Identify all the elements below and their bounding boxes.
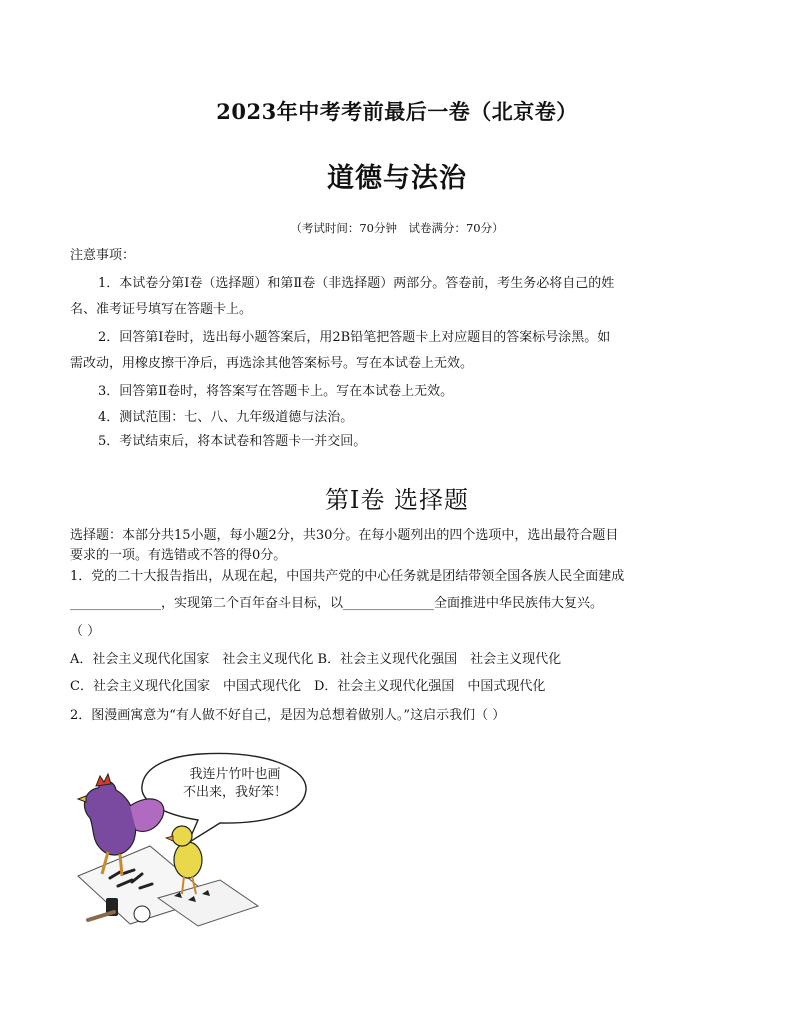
- cartoon-illustration: [70, 748, 330, 933]
- rooster-comb: [96, 774, 111, 786]
- question-2-stem: 2．图漫画寓意为“有人做不好自己，是因为总想着做别人。”这启示我们（ ）: [70, 708, 506, 723]
- note-item: 4．测试范围：七、八、九年级道德与法治。: [98, 410, 354, 425]
- section-instructions: 要求的一项。有选错或不答的得0分。: [70, 548, 287, 563]
- note-item: 2．回答第Ⅰ卷时，选出每小题答案后，用2B铅笔把答题卡上对应题目的答案标号涂黑。如: [98, 330, 611, 345]
- note-item: 3．回答第Ⅱ卷时，将答案写在答题卡上。写在本试卷上无效。: [98, 384, 454, 399]
- answer-blank: ______________: [70, 596, 161, 611]
- note-item: 1．本试卷分第Ⅰ卷（选择题）和第Ⅱ卷（非选择题）两部分。答卷前，考生务必将自己的姓: [98, 276, 615, 291]
- question-1-option-ab: A．社会主义现代化国家 社会主义现代化 B．社会主义现代化强国 社会主义现代化: [70, 652, 562, 667]
- rooster-body: [84, 781, 135, 855]
- question-1-stem-line2: ______________，实现第二个百年奋斗目标，以______________全面推进中华民族伟大复兴。: [70, 596, 604, 611]
- rooster-beak: [78, 796, 86, 802]
- question-1-option-cd: C．社会主义现代化国家 中国式现代化 D．社会主义现代化强国 中国式现代化: [70, 679, 546, 694]
- speech-bubble-text: [160, 766, 310, 802]
- speech-line: 我连片竹叶也画: [189, 767, 281, 782]
- section-title: 第Ⅰ卷 选择题: [324, 486, 470, 514]
- answer-bracket: （ ）: [70, 624, 101, 639]
- chick-beak: [166, 836, 173, 841]
- exam-info: （考试时间：70分钟 试卷满分：70分）: [290, 221, 504, 235]
- ink-dish: [134, 906, 150, 922]
- section-instructions: 选择题：本部分共15小题，每小题2分，共30分。在每小题列出的四个选项中，选出最符合题目: [70, 528, 619, 543]
- exam-title: 2023年中考考前最后一卷（北京卷）: [216, 99, 578, 124]
- answer-blank: ______________: [343, 596, 435, 611]
- chick-head: [172, 826, 192, 846]
- speech-line: 不出来，我好笨！: [182, 785, 287, 800]
- chick-body: [174, 842, 202, 878]
- notes-title: 注意事项：: [70, 248, 136, 263]
- question-1-stem: 1．党的二十大报告指出，从现在起，中国共产党的中心任务就是团结带领全国各族人民全面建成: [70, 569, 625, 584]
- subject-title: 道德与法治: [327, 163, 467, 194]
- note-item: 名、准考证号填写在答题卡上。: [70, 302, 253, 317]
- note-item: 5．考试结束后，将本试卷和答题卡一并交回。: [98, 434, 367, 449]
- note-item: 需改动，用橡皮擦干净后，再选涂其他答案标号。写在本试卷上无效。: [70, 356, 474, 371]
